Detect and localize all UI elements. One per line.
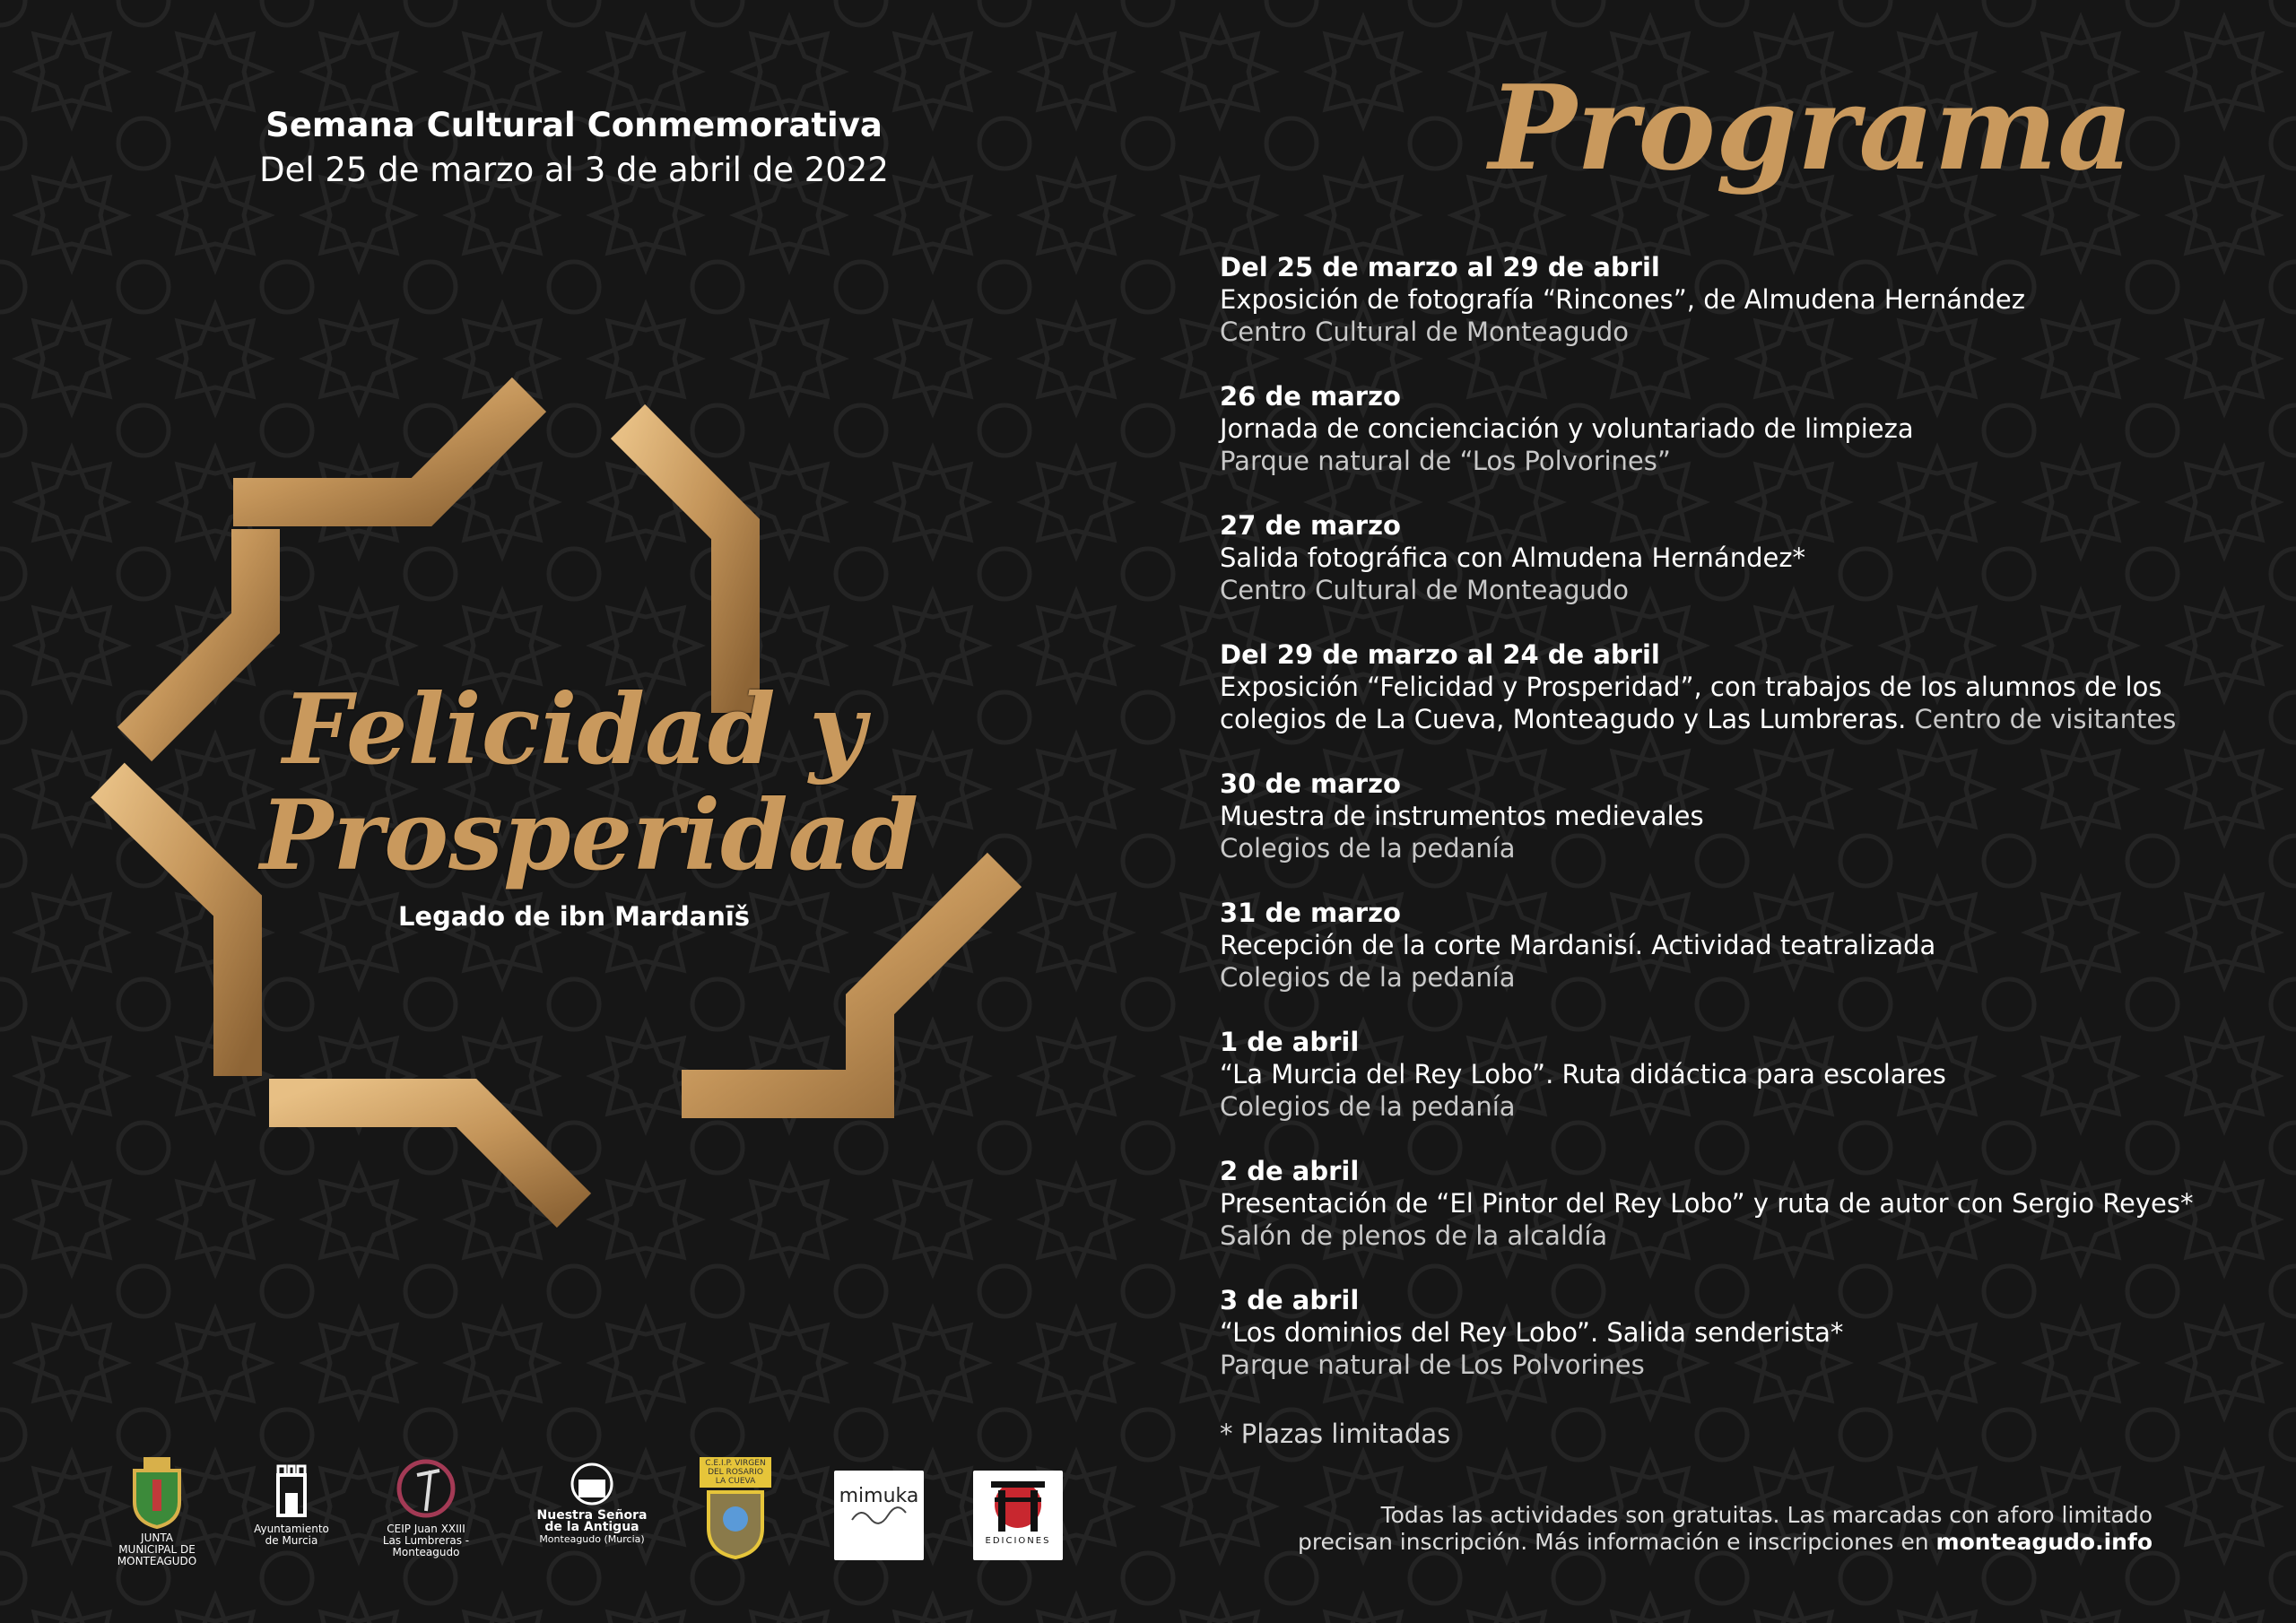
event-date: 27 de marzo bbox=[1220, 510, 1401, 541]
colegio-sub-caption: Monteagudo (Murcia) bbox=[539, 1533, 645, 1545]
event-item bbox=[1220, 897, 2260, 994]
event-title: Exposición de fotografía “Rincones”, de Almudena Hernández bbox=[1220, 284, 2025, 315]
event-date: 26 de marzo bbox=[1220, 381, 1401, 412]
sponsor-logos bbox=[112, 1457, 1099, 1565]
event-place: Parque natural de Los Polvorines bbox=[1220, 1350, 1645, 1380]
event-item bbox=[1220, 1155, 2260, 1252]
event-item bbox=[1220, 251, 2260, 348]
event-place: Colegios de la pedanía bbox=[1220, 962, 1516, 993]
footer-line1: Todas las actividades son gratuitas. Las marcadas con aforo limitado bbox=[1380, 1502, 2152, 1528]
event-date: Del 25 de marzo al 29 de abril bbox=[1220, 252, 1660, 282]
event-title: “La Murcia del Rey Lobo”. Ruta didáctica para escolares bbox=[1220, 1059, 1946, 1089]
mimuka-wordmark: mimuka bbox=[839, 1485, 919, 1507]
event-item bbox=[1220, 1284, 2260, 1381]
ceip-emblem-icon bbox=[390, 1457, 462, 1520]
event-place: Centro Cultural de Monteagudo bbox=[1220, 317, 1630, 347]
event-place: Centro Cultural de Monteagudo bbox=[1220, 575, 1630, 605]
colegio-caption: Nuestra Señora de la Antigua bbox=[536, 1508, 648, 1534]
event-date: 30 de marzo bbox=[1220, 768, 1401, 799]
event-place: Centro de visitantes bbox=[1914, 704, 2177, 734]
ceip-juan-xxiii-logo bbox=[381, 1457, 471, 1556]
hero-title-block bbox=[260, 673, 919, 932]
event-item bbox=[1220, 1026, 2260, 1123]
ediciones-logo bbox=[973, 1471, 1063, 1560]
event-place: Colegios de la pedanía bbox=[1220, 833, 1516, 864]
shield-icon bbox=[704, 1488, 767, 1559]
programa-title: Programa bbox=[1489, 59, 2134, 196]
event-date: 1 de abril bbox=[1220, 1027, 1360, 1057]
virgen-caption: C.E.I.P. VIRGEN DEL ROSARIO LA CUEVA bbox=[700, 1457, 771, 1488]
event-item bbox=[1220, 509, 2260, 606]
event-place: Salón de plenos de la alcaldía bbox=[1220, 1220, 1608, 1251]
event-title: Salida fotográfica con Almudena Hernández* bbox=[1220, 542, 1806, 573]
event-title: Jornada de concienciación y voluntariado de limpieza bbox=[1220, 413, 1914, 444]
event-item bbox=[1220, 380, 2260, 477]
header-title: Semana Cultural Conmemorativa bbox=[265, 106, 883, 144]
event-place: Parque natural de “Los Polvorines” bbox=[1220, 446, 1671, 476]
event-title: Exposición “Felicidad y Prosperidad”, con trabajos de los alumnos de los colegios de La Cueva, Monteagudo y Las Lumbreras. bbox=[1220, 672, 2162, 734]
ediciones-caption: EDICIONES bbox=[985, 1536, 1051, 1546]
event-item bbox=[1220, 768, 2260, 864]
ayuntamiento-caption: Ayuntamiento de Murcia bbox=[254, 1523, 329, 1547]
event-place: Colegios de la pedanía bbox=[1220, 1091, 1516, 1122]
limited-places-note: * Plazas limitadas bbox=[1220, 1419, 1451, 1449]
event-date: 3 de abril bbox=[1220, 1285, 1360, 1315]
hero-subtitle: Legado de ibn Mardanīš bbox=[397, 901, 751, 932]
event-title: Muestra de instrumentos medievales bbox=[1220, 801, 1704, 831]
hero-title-line2: Prosperidad bbox=[260, 779, 919, 892]
junta-municipal-logo bbox=[112, 1457, 202, 1567]
hero-title-line1: Felicidad y bbox=[283, 673, 865, 786]
event-title: “Los dominios del Rey Lobo”. Salida senderista* bbox=[1220, 1317, 1844, 1348]
virgen-rosario-logo bbox=[700, 1457, 771, 1556]
event-header bbox=[126, 103, 1022, 193]
footer-line2: precisan inscripción. Más información e inscripciones en bbox=[1297, 1529, 1936, 1555]
event-date: 31 de marzo bbox=[1220, 898, 1401, 928]
event-list bbox=[1220, 251, 2260, 1413]
header-dates: Del 25 de marzo al 3 de abril de 2022 bbox=[259, 151, 889, 189]
ayuntamiento-logo bbox=[247, 1457, 336, 1556]
event-title: Recepción de la corte Mardanisí. Actividad teatralizada bbox=[1220, 930, 1936, 960]
website-link[interactable]: monteagudo.info bbox=[1935, 1529, 2152, 1555]
junta-caption: JUNTA MUNICIPAL DE MONTEAGUDO bbox=[117, 1532, 197, 1567]
footer-info bbox=[1202, 1502, 2152, 1556]
ceip-caption: CEIP Juan XXIII Las Lumbreras - Monteagudo bbox=[382, 1523, 470, 1558]
event-item bbox=[1220, 638, 2260, 735]
torii-gate-icon bbox=[982, 1471, 1054, 1535]
colegio-antigua-logo bbox=[534, 1457, 650, 1556]
event-title: Presentación de “El Pintor del Rey Lobo” y ruta de autor con Sergio Reyes* bbox=[1220, 1188, 2194, 1219]
school-building-icon bbox=[556, 1457, 628, 1506]
castle-icon bbox=[269, 1457, 314, 1520]
coat-of-arms-icon bbox=[126, 1457, 188, 1529]
event-date: 2 de abril bbox=[1220, 1156, 1360, 1186]
mimuka-logo bbox=[834, 1471, 924, 1560]
event-date: Del 29 de marzo al 24 de abril bbox=[1220, 639, 1660, 670]
